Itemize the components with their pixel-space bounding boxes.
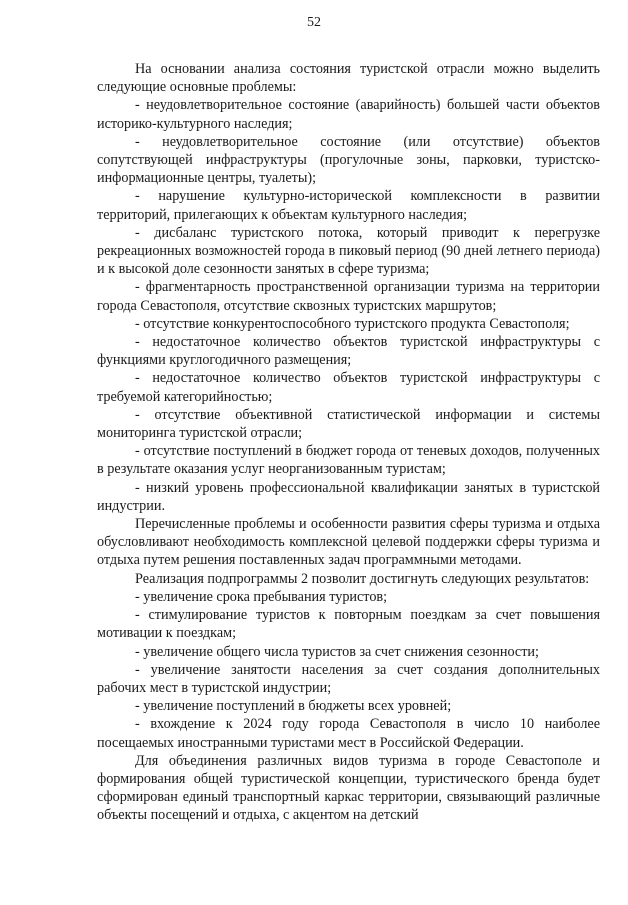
result-item: - увеличение занятости населения за счет создания дополнительных рабочих мест в туристской индустрии; xyxy=(97,661,600,696)
result-item: - увеличение срока пребывания туристов; xyxy=(135,588,388,605)
result-item: - увеличение поступлений в бюджеты всех уровней; xyxy=(135,698,452,715)
problem-item: - отсутствие конкурентоспособного туристского продукта Севастополя; xyxy=(135,315,570,332)
problem-item: - отсутствие поступлений в бюджет города от теневых доходов, полученных в результате оказания услуг неорганизованным туристам; xyxy=(97,443,600,478)
problem-item: - недостаточное количество объектов туристской инфраструктуры с требуемой категорийностью; xyxy=(97,370,600,405)
problem-item: - низкий уровень профессиональной квалификации занятых в туристской индустрии. xyxy=(97,479,600,514)
problem-item: - отсутствие объективной статистической информации и системы мониторинга туристской отрасли; xyxy=(97,406,600,442)
problem-item: - недостаточное количество объектов туристской инфраструктуры с функциями круглогодичного размещения; xyxy=(97,334,600,369)
document-body xyxy=(97,60,600,825)
result-item: - вхождение к 2024 году города Севастополя в число 10 наиболее посещаемых иностранными туристами мест в Российской Федерации. xyxy=(97,716,600,751)
page-number: 52 xyxy=(307,15,321,30)
problem-item: - неудовлетворительное состояние (аварийность) большей части объектов историко-культурного наследия; xyxy=(97,97,600,132)
paragraph-intro: На основании анализа состояния туристской отрасли можно выделить следующие основные проблемы: xyxy=(97,61,600,96)
problem-item: - дисбаланс туристского потока, который приводит к перегрузке рекреационных возможностей города в пиковый период (90 дней летнего периода) и к высокой доле сезонности занятых в сфере туризма; xyxy=(97,224,600,278)
problem-item: - нарушение культурно-исторической комплексности в развитии территорий, прилегающих к объектам культурного наследия; xyxy=(97,188,600,223)
paragraph-summary: Перечисленные проблемы и особенности развития сферы туризма и отдыха обусловливают необходимость комплексной целевой поддержки сферы туризма и отдыха путем решения поставленных задач программными методами. xyxy=(97,516,600,569)
paragraph-concept: Для объединения различных видов туризма в городе Севастополе и формирования общей туристической концепции, туристического бренда будет сформирован единый транспортный каркас территории, связывающий различные объекты посещений и отдыха, с акцентом на детский xyxy=(97,752,600,824)
paragraph-results-intro: Реализация подпрограммы 2 позволит достигнуть следующих результатов: xyxy=(135,570,590,587)
result-item: - стимулирование туристов к повторным поездкам за счет повышения мотивации к поездкам; xyxy=(97,607,600,642)
problem-item: - неудовлетворительное состояние (или отсутствие) объектов сопутствующей инфраструктуры (прогулочные зоны, парковки, туристско-информационные центры, туалеты); xyxy=(97,133,600,187)
result-item: - увеличение общего числа туристов за счет снижения сезонности; xyxy=(135,643,539,660)
problem-item: - фрагментарность пространственной организации туризма на территории города Севастополя, отсутствие сквозных туристских маршрутов; xyxy=(97,279,600,314)
